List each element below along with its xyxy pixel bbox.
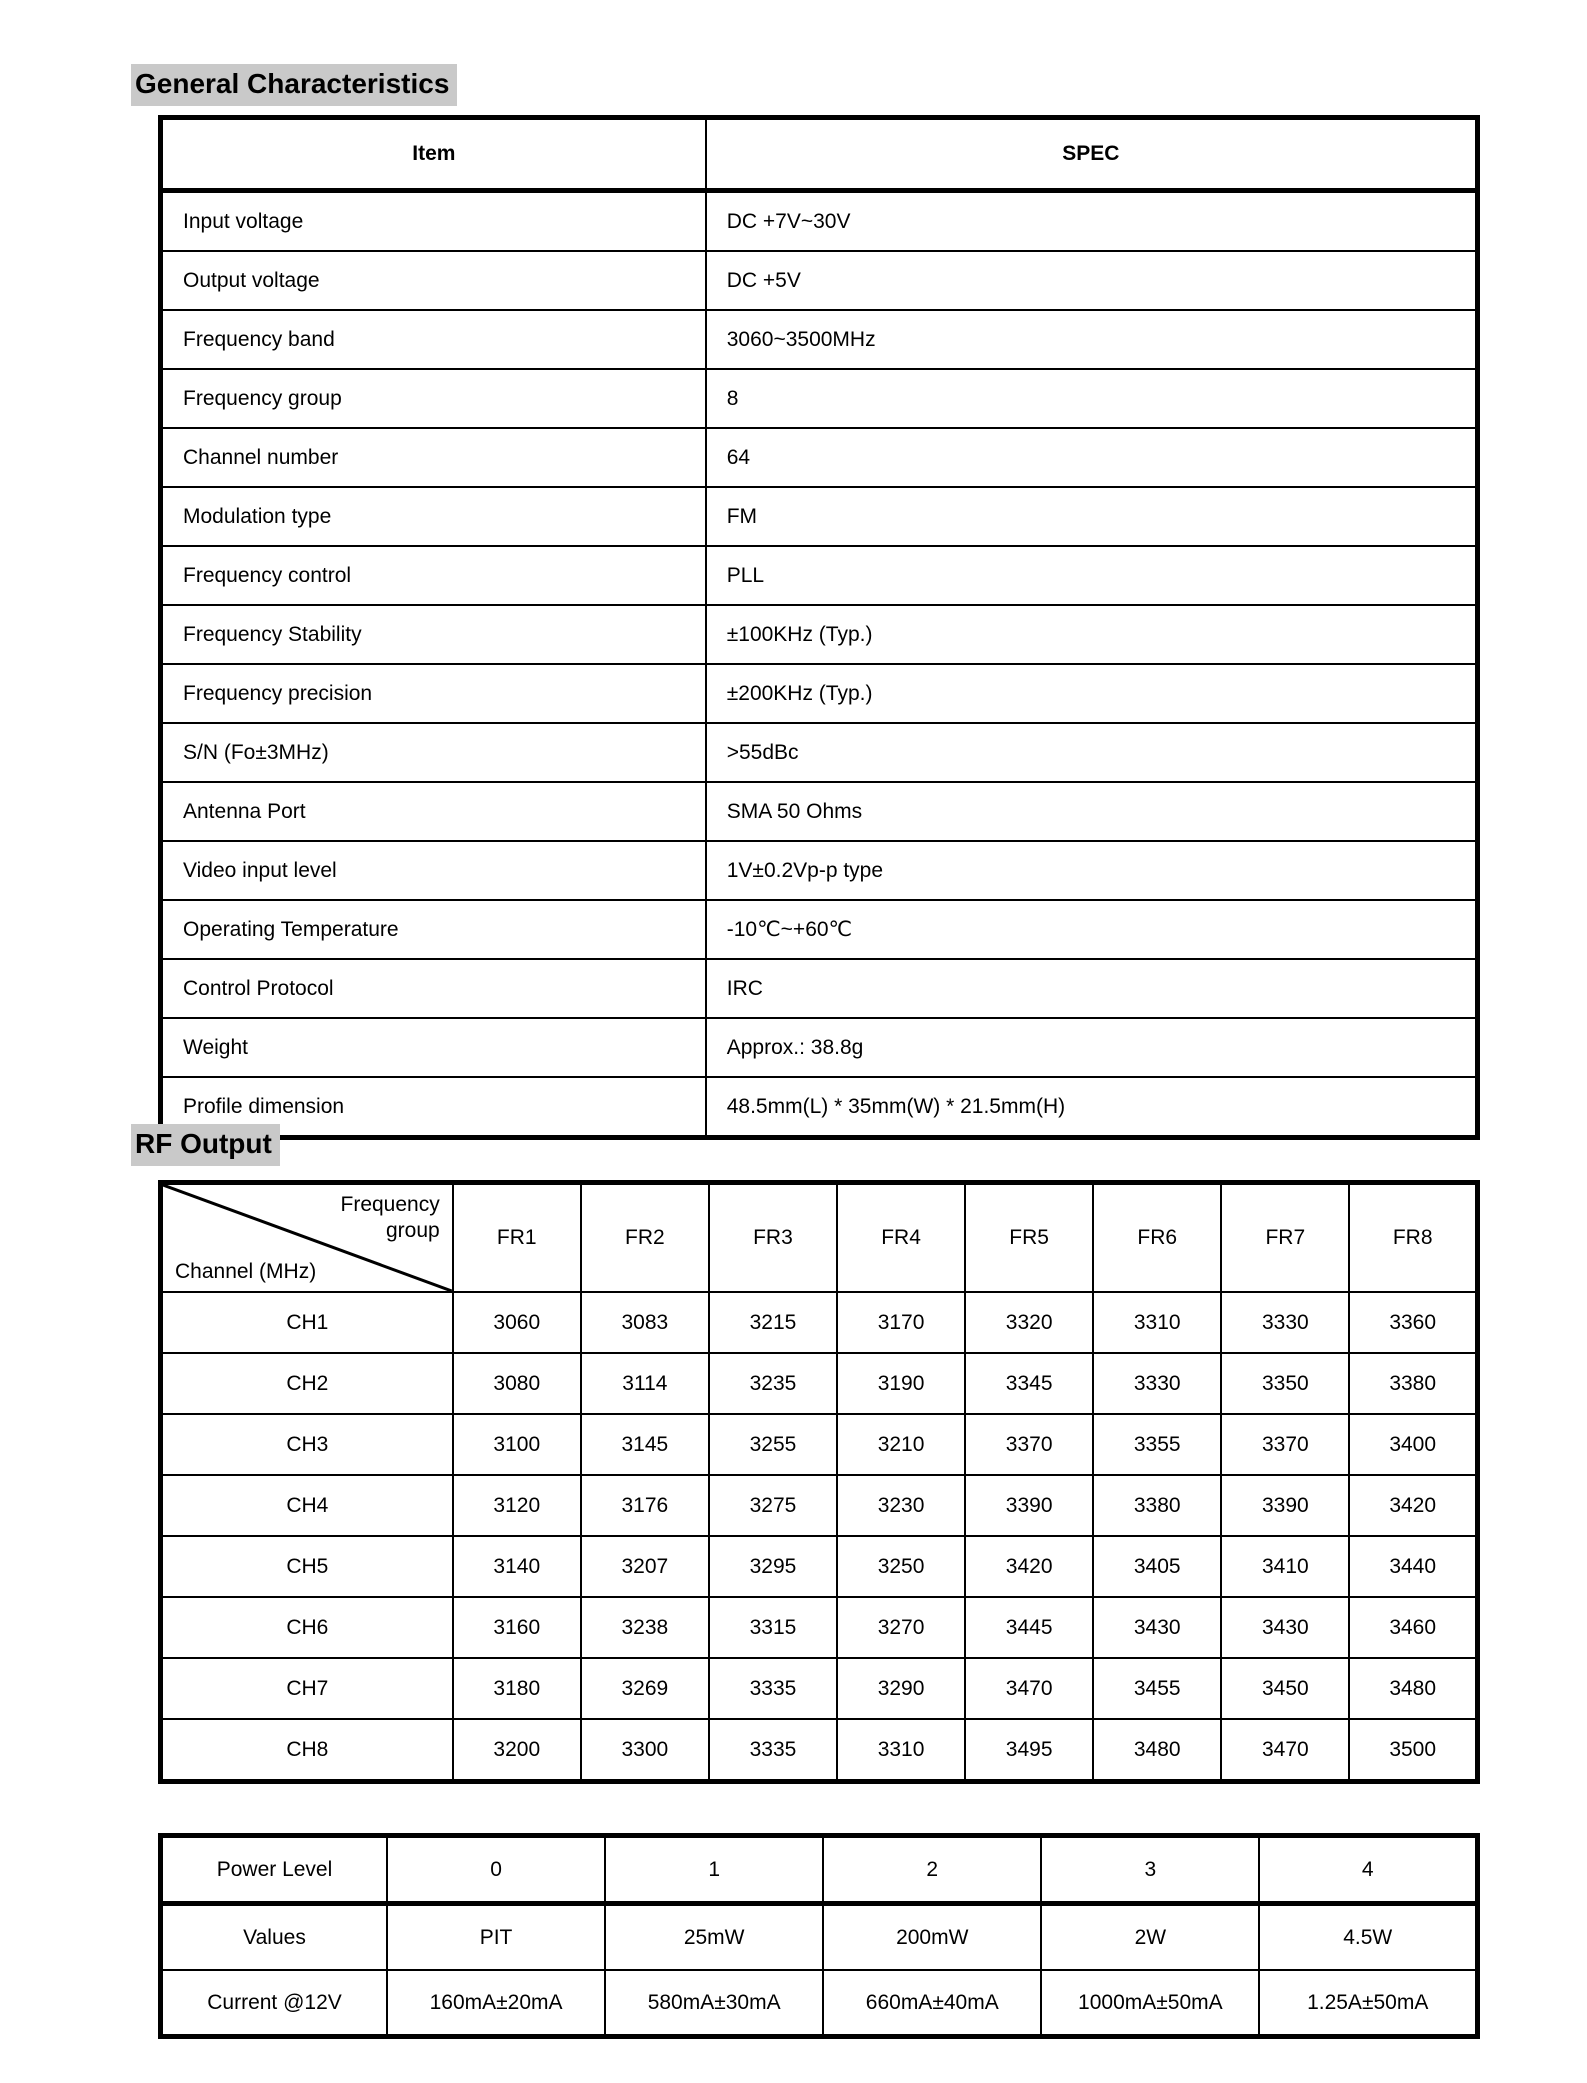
rf-value-cell: 3370: [965, 1414, 1093, 1475]
gc-spec-cell: IRC: [706, 959, 1478, 1018]
rf-value-cell: 3207: [581, 1536, 709, 1597]
table-row: [161, 191, 1478, 252]
rf-value-cell: 3210: [837, 1414, 965, 1475]
table-row: [161, 1597, 1478, 1658]
rf-value-cell: 3270: [837, 1597, 965, 1658]
rf-value-cell: 3330: [1093, 1353, 1221, 1414]
pw-value-cell: 660mA±40mA: [823, 1970, 1041, 2037]
gc-spec-cell: ±100KHz (Typ.): [706, 605, 1478, 664]
rf-value-cell: 3390: [1221, 1475, 1349, 1536]
gc-spec-cell: ±200KHz (Typ.): [706, 664, 1478, 723]
pw-value-cell: 200mW: [823, 1904, 1041, 1971]
rf-value-cell: 3315: [709, 1597, 837, 1658]
rf-value-cell: 3275: [709, 1475, 837, 1536]
rf-value-cell: 3330: [1221, 1292, 1349, 1353]
rf-value-cell: 3455: [1093, 1658, 1221, 1719]
gc-spec-cell: 64: [706, 428, 1478, 487]
rf-corner-cell: [161, 1183, 453, 1293]
rf-value-cell: 3310: [1093, 1292, 1221, 1353]
rf-column-header: FR3: [709, 1183, 837, 1293]
rf-output-table: [158, 1180, 1480, 1784]
gc-item-cell: Weight: [161, 1018, 706, 1077]
rf-value-cell: 3370: [1221, 1414, 1349, 1475]
rf-value-cell: 3500: [1349, 1719, 1477, 1782]
gc-item-cell: Operating Temperature: [161, 900, 706, 959]
gc-spec-cell: -10℃~+60℃: [706, 900, 1478, 959]
table-row: [161, 428, 1478, 487]
gc-spec-cell: 8: [706, 369, 1478, 428]
table-row: [161, 1475, 1478, 1536]
rf-value-cell: 3380: [1349, 1353, 1477, 1414]
rf-channel-cell: CH4: [161, 1475, 453, 1536]
rf-channel-cell: CH5: [161, 1536, 453, 1597]
gc-item-cell: Frequency group: [161, 369, 706, 428]
pw-row-label: Power Level: [161, 1836, 388, 1904]
pw-value-cell: PIT: [387, 1904, 605, 1971]
rf-column-header: FR7: [1221, 1183, 1349, 1293]
gc-header-spec: SPEC: [706, 118, 1478, 191]
rf-value-cell: 3176: [581, 1475, 709, 1536]
rf-channel-cell: CH8: [161, 1719, 453, 1782]
power-level-table: [158, 1833, 1480, 2039]
rf-column-header: FR5: [965, 1183, 1093, 1293]
rf-value-cell: 3390: [965, 1475, 1093, 1536]
rf-value-cell: 3320: [965, 1292, 1093, 1353]
pw-value-cell: 2W: [1041, 1904, 1259, 1971]
table-header-row: [161, 1836, 1478, 1904]
table-row: [161, 310, 1478, 369]
table-row: [161, 1904, 1478, 1971]
table-row: [161, 1536, 1478, 1597]
rf-value-cell: 3355: [1093, 1414, 1221, 1475]
rf-value-cell: 3480: [1349, 1658, 1477, 1719]
table-row: [161, 664, 1478, 723]
table-row: [161, 959, 1478, 1018]
rf-value-cell: 3120: [453, 1475, 581, 1536]
rf-column-header: FR1: [453, 1183, 581, 1293]
rf-value-cell: 3470: [965, 1658, 1093, 1719]
table-row: [161, 251, 1478, 310]
rf-value-cell: 3430: [1221, 1597, 1349, 1658]
rf-value-cell: 3440: [1349, 1536, 1477, 1597]
rf-corner-label-channel: Channel (MHz): [175, 1260, 317, 1283]
rf-value-cell: 3310: [837, 1719, 965, 1782]
rf-value-cell: 3060: [453, 1292, 581, 1353]
rf-value-cell: 3269: [581, 1658, 709, 1719]
rf-value-cell: 3410: [1221, 1536, 1349, 1597]
rf-value-cell: 3290: [837, 1658, 965, 1719]
table-header-row: [161, 118, 1478, 191]
gc-item-cell: Modulation type: [161, 487, 706, 546]
gc-spec-cell: SMA 50 Ohms: [706, 782, 1478, 841]
rf-value-cell: 3420: [1349, 1475, 1477, 1536]
rf-value-cell: 3230: [837, 1475, 965, 1536]
rf-value-cell: 3335: [709, 1658, 837, 1719]
rf-value-cell: 3405: [1093, 1536, 1221, 1597]
rf-value-cell: 3300: [581, 1719, 709, 1782]
rf-value-cell: 3180: [453, 1658, 581, 1719]
rf-channel-cell: CH2: [161, 1353, 453, 1414]
table-row: [161, 1414, 1478, 1475]
rf-value-cell: 3170: [837, 1292, 965, 1353]
pw-value-cell: 580mA±30mA: [605, 1970, 823, 2037]
pw-value-cell: 1.25A±50mA: [1259, 1970, 1477, 2037]
gc-item-cell: Control Protocol: [161, 959, 706, 1018]
table-row: [161, 1353, 1478, 1414]
pw-value-cell: 4: [1259, 1836, 1477, 1904]
rf-value-cell: 3380: [1093, 1475, 1221, 1536]
rf-channel-cell: CH7: [161, 1658, 453, 1719]
rf-value-cell: 3335: [709, 1719, 837, 1782]
rf-value-cell: 3360: [1349, 1292, 1477, 1353]
table-row: [161, 1719, 1478, 1782]
gc-item-cell: Input voltage: [161, 191, 706, 252]
section-title-general-characteristics: General Characteristics: [131, 64, 457, 106]
gc-spec-cell: DC +7V~30V: [706, 191, 1478, 252]
pw-row-label: Current @12V: [161, 1970, 388, 2037]
rf-value-cell: 3160: [453, 1597, 581, 1658]
rf-value-cell: 3200: [453, 1719, 581, 1782]
rf-corner-label-frequency-group: Frequency group: [340, 1193, 440, 1243]
gc-item-cell: S/N (Fo±3MHz): [161, 723, 706, 782]
rf-value-cell: 3445: [965, 1597, 1093, 1658]
table-row: [161, 546, 1478, 605]
rf-value-cell: 3480: [1093, 1719, 1221, 1782]
rf-value-cell: 3450: [1221, 1658, 1349, 1719]
table-row: [161, 900, 1478, 959]
table-row: [161, 841, 1478, 900]
table-row: [161, 487, 1478, 546]
rf-value-cell: 3400: [1349, 1414, 1477, 1475]
rf-value-cell: 3250: [837, 1536, 965, 1597]
pw-value-cell: 2: [823, 1836, 1041, 1904]
table-row: [161, 723, 1478, 782]
rf-column-header: FR4: [837, 1183, 965, 1293]
rf-value-cell: 3420: [965, 1536, 1093, 1597]
rf-value-cell: 3140: [453, 1536, 581, 1597]
rf-value-cell: 3345: [965, 1353, 1093, 1414]
pw-row-label: Values: [161, 1904, 388, 1971]
rf-channel-cell: CH3: [161, 1414, 453, 1475]
rf-value-cell: 3460: [1349, 1597, 1477, 1658]
pw-value-cell: 0: [387, 1836, 605, 1904]
rf-value-cell: 3190: [837, 1353, 965, 1414]
table-row: [161, 1658, 1478, 1719]
rf-value-cell: 3235: [709, 1353, 837, 1414]
gc-spec-cell: PLL: [706, 546, 1478, 605]
rf-value-cell: 3255: [709, 1414, 837, 1475]
pw-value-cell: 25mW: [605, 1904, 823, 1971]
gc-item-cell: Frequency Stability: [161, 605, 706, 664]
gc-spec-cell: 1V±0.2Vp-p type: [706, 841, 1478, 900]
pw-value-cell: 1: [605, 1836, 823, 1904]
gc-item-cell: Frequency band: [161, 310, 706, 369]
gc-item-cell: Video input level: [161, 841, 706, 900]
section-title-rf-output: RF Output: [131, 1124, 280, 1166]
rf-value-cell: 3295: [709, 1536, 837, 1597]
rf-value-cell: 3145: [581, 1414, 709, 1475]
gc-spec-cell: >55dBc: [706, 723, 1478, 782]
gc-item-cell: Profile dimension: [161, 1077, 706, 1138]
table-row: [161, 1077, 1478, 1138]
pw-value-cell: 1000mA±50mA: [1041, 1970, 1259, 2037]
rf-value-cell: 3215: [709, 1292, 837, 1353]
gc-item-cell: Antenna Port: [161, 782, 706, 841]
rf-column-header: FR8: [1349, 1183, 1477, 1293]
gc-item-cell: Frequency precision: [161, 664, 706, 723]
table-header-row: [161, 1183, 1478, 1293]
pw-value-cell: 4.5W: [1259, 1904, 1477, 1971]
gc-item-cell: Channel number: [161, 428, 706, 487]
rf-value-cell: 3080: [453, 1353, 581, 1414]
table-row: [161, 1018, 1478, 1077]
table-row: [161, 782, 1478, 841]
gc-spec-cell: 3060~3500MHz: [706, 310, 1478, 369]
rf-channel-cell: CH1: [161, 1292, 453, 1353]
gc-item-cell: Frequency control: [161, 546, 706, 605]
pw-value-cell: 3: [1041, 1836, 1259, 1904]
rf-column-header: FR6: [1093, 1183, 1221, 1293]
gc-spec-cell: FM: [706, 487, 1478, 546]
gc-item-cell: Output voltage: [161, 251, 706, 310]
pw-value-cell: 160mA±20mA: [387, 1970, 605, 2037]
rf-value-cell: 3114: [581, 1353, 709, 1414]
rf-value-cell: 3100: [453, 1414, 581, 1475]
rf-channel-cell: CH6: [161, 1597, 453, 1658]
table-row: [161, 1292, 1478, 1353]
table-row: [161, 605, 1478, 664]
rf-column-header: FR2: [581, 1183, 709, 1293]
rf-value-cell: 3495: [965, 1719, 1093, 1782]
table-row: [161, 369, 1478, 428]
rf-value-cell: 3083: [581, 1292, 709, 1353]
gc-spec-cell: 48.5mm(L) * 35mm(W) * 21.5mm(H): [706, 1077, 1478, 1138]
gc-header-item: Item: [161, 118, 706, 191]
rf-value-cell: 3470: [1221, 1719, 1349, 1782]
general-characteristics-table: [158, 115, 1480, 1140]
rf-value-cell: 3430: [1093, 1597, 1221, 1658]
gc-spec-cell: DC +5V: [706, 251, 1478, 310]
table-row: [161, 1970, 1478, 2037]
gc-spec-cell: Approx.: 38.8g: [706, 1018, 1478, 1077]
rf-value-cell: 3238: [581, 1597, 709, 1658]
rf-value-cell: 3350: [1221, 1353, 1349, 1414]
